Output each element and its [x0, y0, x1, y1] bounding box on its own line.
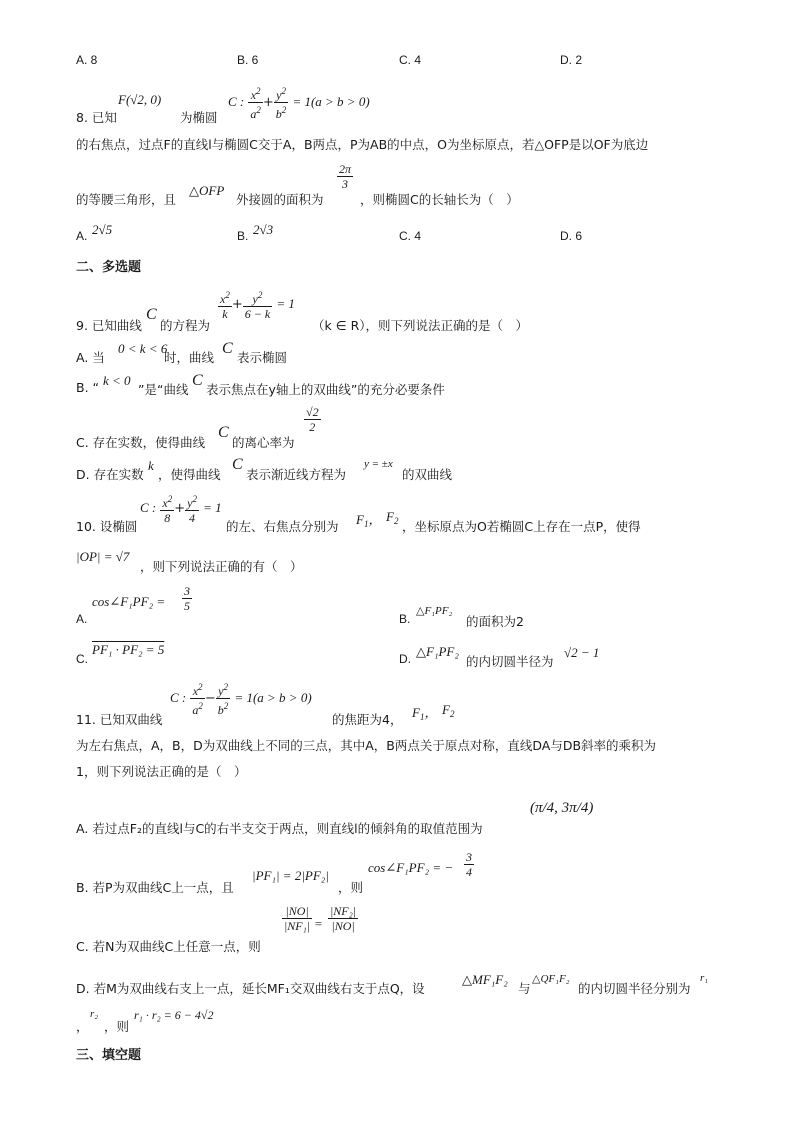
q9-b-curve: C — [192, 372, 203, 389]
q7-option-d: D. 2 — [560, 53, 583, 67]
q10-text1: 的左、右焦点分别为 — [226, 519, 339, 534]
q7-option-b: B. 6 — [237, 53, 259, 67]
section-heading-fill-in: 三、填空题 — [76, 1048, 142, 1063]
section-heading-multi-choice: 二、多选题 — [76, 260, 142, 275]
q9-c-fraction: $\frac{√2}{2}$ — [306, 405, 319, 434]
q11-c-fraction-right: $\frac{\text{|NF₂|}}{|NO|}$ — [330, 904, 357, 933]
q9-d-end: 的双曲线 — [402, 467, 453, 482]
q11-text1: 的焦距为4， — [332, 712, 403, 727]
q11-line3: 1，则下列说法正确的是（ ） — [76, 764, 247, 779]
q11-d-triangle1: △MF₁F₂ — [462, 972, 508, 987]
q11-c-text1: C. 若N为双曲线C上任意一点，则 — [76, 939, 261, 954]
q10-d-expr: △F₁PF₂ — [416, 644, 459, 659]
q10-d-label: D. — [399, 652, 411, 666]
q9-d-curve: C — [232, 456, 243, 473]
q10-a-expr: cos∠F₁PF₂ = — [92, 594, 166, 609]
q10-a-label: A. — [76, 612, 88, 626]
q10-op: |OP| = √7 — [76, 549, 130, 564]
q10-d-tail: 的内切圆半径为 — [466, 654, 554, 669]
q10-ellipse-equation: C : $\frac{x^2}{8}$ + $\frac{y^2}{4}$ = 1 — [140, 494, 222, 525]
q9-c-prefix: C. 存在实数，使得曲线 — [76, 435, 206, 450]
q10-text2: ，坐标原点为O若椭圆C上存在一点P，使得 — [402, 519, 641, 534]
q9-c-curve: C — [218, 424, 229, 441]
q11-a-text: A. 若过点F₂的直线l与C的右半支交于两点，则直线l的倾斜角的取值范围为 — [76, 821, 483, 836]
q11-d-text2: 的内切圆半径分别为 — [578, 981, 691, 996]
q11-f2: $F_2$ — [442, 702, 455, 719]
q10-c-label: C. — [76, 652, 88, 666]
q11-d-r2: r₂ — [90, 1008, 99, 1020]
q10-c-expr: PF₁ · PF₂ = 5 — [92, 642, 165, 657]
q8-prefix: 8. 已知 — [76, 110, 117, 125]
q11-f1: $F_1$， — [412, 705, 438, 722]
q8-option-d: D. 6 — [560, 229, 583, 243]
q8-option-a-label: A. — [76, 229, 88, 243]
q9-eq-text: 的方程为 — [160, 318, 211, 333]
q9-d-mid2: 表示渐近线方程为 — [246, 467, 347, 482]
q10-b-tail: 的面积为2 — [466, 614, 524, 629]
q9-a-end: 表示椭圆 — [237, 350, 288, 365]
q11-hyperbola-equation: C : $\frac{x^2}{a^2}$ − $\frac{y^2}{b^2}$ = 1(a > b > 0) — [170, 682, 312, 717]
q10-text3: ，则下列说法正确的有（ ） — [140, 559, 303, 574]
q11-d-line2b: ，则 — [104, 1019, 130, 1034]
q11-b-text2: ，则 — [338, 880, 364, 895]
q9-b-condition: k < 0 — [103, 373, 131, 388]
q8-line3-b: 外接圆的面积为 — [236, 192, 324, 207]
q8-ellipse-equation: C : $\frac{x^2}{a^2}$ + $\frac{y^2}{b^2}$ = 1(a > b > 0) — [228, 86, 370, 121]
q11-c-equals: = — [314, 916, 323, 931]
q9-a-prefix: A. 当 — [76, 350, 105, 365]
q9-a-curve: C — [222, 340, 233, 357]
q10-b-label: B. — [399, 612, 411, 626]
q9-d-asymptote: y = ±x — [364, 458, 393, 470]
q8-triangle: △OFP — [189, 183, 225, 198]
q11-d-triangle2: △QF₁F₂ — [532, 973, 570, 985]
q8-point: F(√2, 0) — [118, 92, 162, 107]
q11-line2: 为左右焦点，A，B，D为双曲线上不同的三点，其中A，B两点关于原点对称，直线DA与DB斜率的乘积为 — [76, 738, 657, 753]
q11-d-r1: r₁ — [700, 972, 709, 984]
q11-b-fraction: $\frac{3}{4}$ — [466, 850, 472, 879]
q7-option-a: A. 8 — [76, 53, 98, 67]
q10-f2: $F_2$ — [386, 509, 399, 526]
q9-d-mid: ，使得曲线 — [158, 467, 221, 482]
q11-d-line2a: ， — [76, 1019, 89, 1034]
q11-a-range: (π/4, 3π/4) — [530, 800, 594, 816]
q11-prefix: 11. 已知双曲线 — [76, 712, 163, 727]
q9-prefix: 9. 已知曲线 — [76, 318, 142, 333]
q11-b-result: cos∠F₁PF₂ = − — [368, 860, 454, 875]
q9-condition: （k ∈ R），则下列说法正确的是（ ） — [312, 318, 529, 333]
q9-equation: $\frac{x^2}{k}$ + $\frac{y^2}{6 - k}$ = 1 — [220, 290, 295, 321]
q11-d-text1: D. 若M为双曲线右支上一点，延长MF₁交双曲线右支于点Q，设 — [76, 981, 425, 996]
q8-option-b-label: B. — [237, 229, 249, 243]
q9-b-post: ”是“曲线 — [138, 382, 189, 397]
q8-for-ellipse: 为椭圆 — [180, 110, 218, 125]
q8-area-fraction: $\frac{2\pi}{3}$ — [339, 162, 352, 191]
q10-f1: $F_1$， — [356, 512, 382, 529]
q10-b-expr: △F₁PF₂ — [416, 605, 453, 617]
q8-line2: 的右焦点，过点F的直线l与椭圆C交于A，B两点，P为AB的中点，O为坐标原点，若△OFP是以OF为底边 — [76, 137, 649, 152]
q9-b-prefix: B. “ — [76, 380, 99, 395]
q10-prefix: 10. 设椭圆 — [76, 519, 138, 534]
q7-option-c: C. 4 — [399, 53, 422, 67]
q9-c-mid: 的离心率为 — [232, 435, 295, 450]
q9-d-k: k — [148, 458, 154, 473]
q10-d-value: √2 − 1 — [564, 645, 600, 660]
q9-b-end: 表示焦点在y轴上的双曲线”的充分必要条件 — [206, 382, 445, 397]
q8-option-a-value: 2√5 — [92, 222, 113, 237]
q8-option-c: C. 4 — [399, 229, 422, 243]
q8-line3-c: ，则椭圆C的长轴长为（ ） — [360, 192, 519, 207]
q9-a-condition: 0 < k < 6 — [118, 341, 168, 356]
q11-c-fraction-left: $\frac{|NO|}{\text{|NF₁|}}$ — [284, 904, 311, 933]
q11-d-result: r₁ · r₂ = 6 − 4√2 — [134, 1008, 214, 1022]
q11-b-condition: |PF₁| = 2|PF₂| — [252, 868, 329, 883]
q9-a-post: 时，曲线 — [164, 350, 215, 365]
q11-b-text1: B. 若P为双曲线C上一点，且 — [76, 880, 234, 895]
q9-d-prefix: D. 存在实数 — [76, 467, 144, 482]
q11-d-with: 与 — [518, 981, 531, 996]
q8-option-b-value: 2√3 — [253, 222, 274, 237]
q10-a-fraction: $\frac{3}{5}$ — [184, 584, 190, 613]
q8-line3-a: 的等腰三角形，且 — [76, 192, 177, 207]
q9-curve-c: C — [146, 306, 157, 323]
